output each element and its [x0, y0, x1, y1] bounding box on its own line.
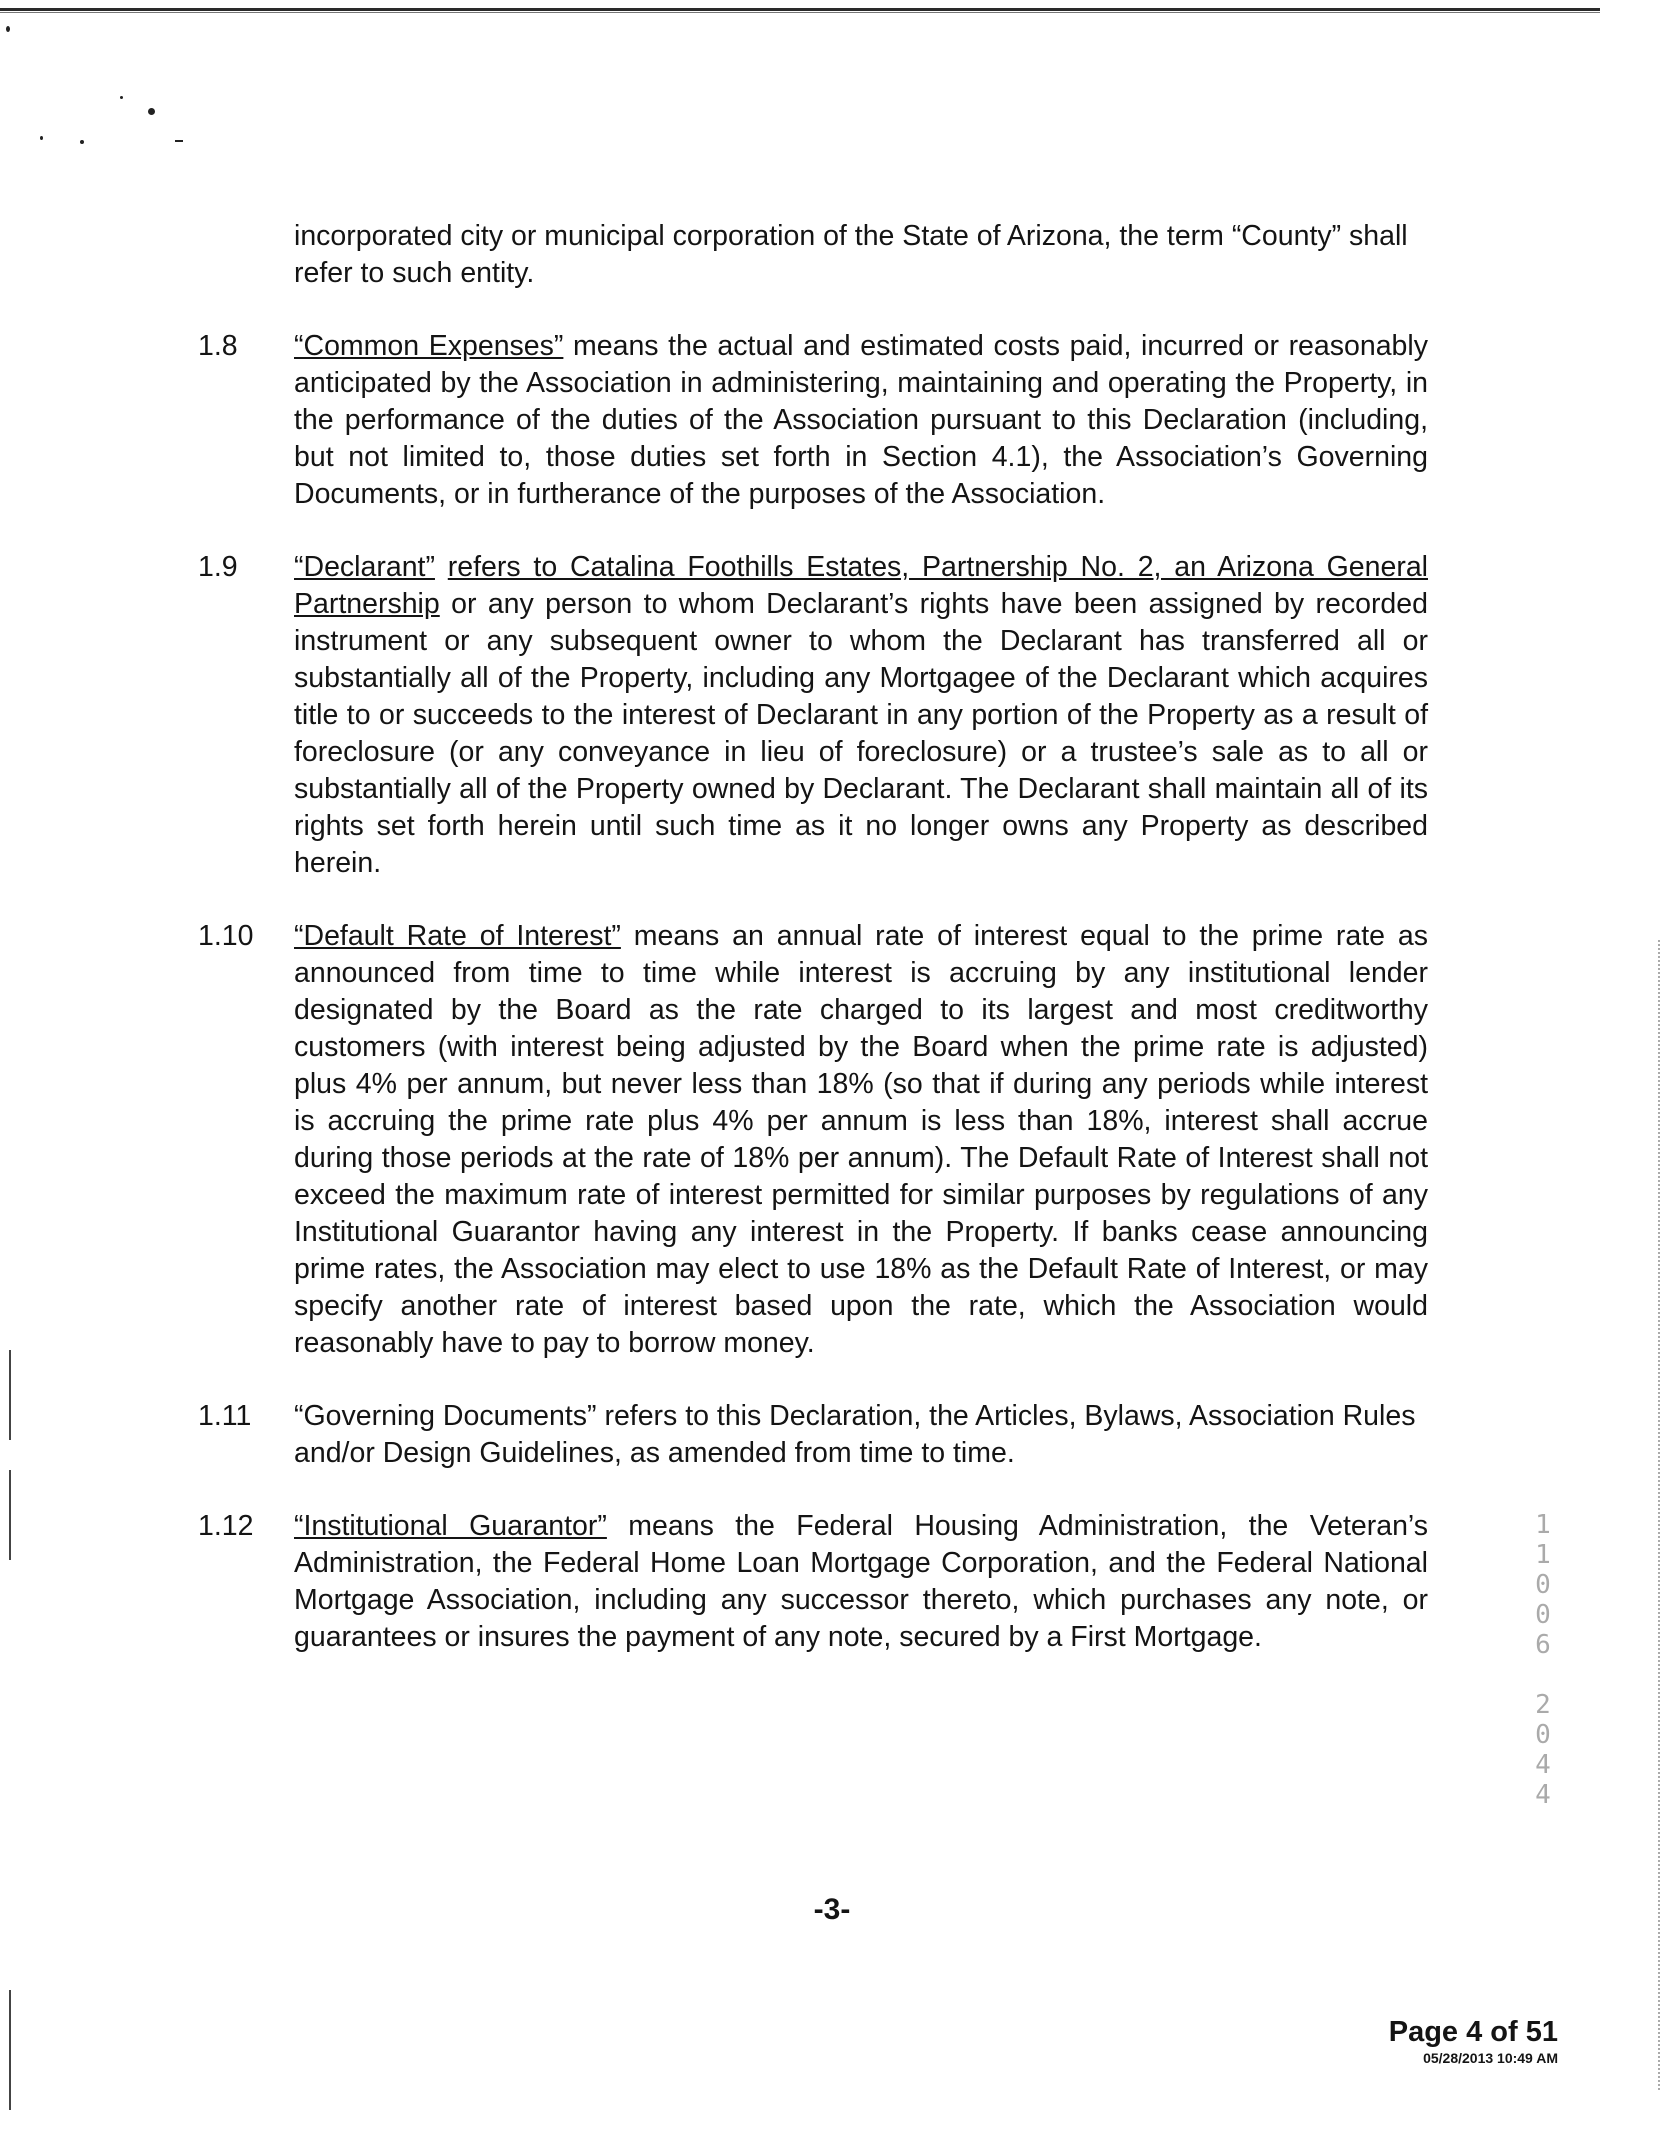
- declarant-name: refers to Catalina Foothills Estates, Partnership No. 2, an Arizona General Partnership: [294, 551, 1428, 620]
- stamp-page-count: Page 4 of 51: [1388, 2016, 1558, 2048]
- defined-term: “Default Rate of Interest”: [294, 920, 621, 952]
- scan-speck: [6, 26, 10, 32]
- defined-term: “Common Expenses”: [294, 330, 564, 362]
- stamp-datetime: 05/28/2013 10:49 AM: [1423, 2050, 1558, 2066]
- section-number: 1.9: [198, 551, 238, 583]
- section-1-8: [198, 328, 1428, 513]
- scan-edge-line: [9, 1470, 11, 1560]
- scan-speck: [120, 96, 123, 99]
- scan-speck: [175, 140, 183, 142]
- scan-speck: [40, 136, 43, 140]
- section-1-11: [198, 1398, 1428, 1472]
- section-number: 1.11: [198, 1400, 252, 1432]
- carryover-paragraph: incorporated city or municipal corporation of the State of Arizona, the term “County” shall refer to such entity.: [294, 220, 1408, 289]
- section-number: 1.10: [198, 920, 254, 952]
- scan-edge-line: [9, 1350, 11, 1440]
- section-1-12: [198, 1508, 1428, 1656]
- defined-term: “Declarant”: [294, 551, 435, 583]
- document-body: [198, 218, 1428, 1656]
- scan-edge-line: [9, 1990, 11, 2110]
- section-text: “Institutional Guarantor” means the Federal Housing Administration, the Veteran’s Administration, the Federal Home Loan Mortgage Corporation, and the Federal National Mortgage Association, including any successor thereto, which purchases any note, or guarantees or insures the payment of any note, secured by a First Mortgage.: [294, 1510, 1429, 1653]
- section-text: “Governing Documents” refers to this Declaration, the Articles, Bylaws, Association Rules and/or Design Guidelines, as amended from time to time.: [294, 1400, 1416, 1469]
- defined-term: “Institutional Guarantor”: [294, 1510, 607, 1542]
- section-number: 1.12: [198, 1510, 254, 1542]
- section-text: “Default Rate of Interest” means an annual rate of interest equal to the prime rate as announced from time to time while interest is accruing by any institutional lender designated by the Board as the rate charged to its largest and most creditworthy customers (with interest being adjusted by the Board when the prime rate is adjusted) plus 4% per annum, but never less than 18% (so that if during any periods while interest is accruing the prime rate plus 4% per annum is less than 18%, interest shall accrue during those periods at the rate of 18% per annum). The Default Rate of Interest shall not exceed the maximum rate of interest permitted for similar purposes by regulations of any Institutional Guarantor having any interest in the Property. If banks cease announcing prime rates, the Association may elect to use 18% as the Default Rate of Interest, or may specify another rate of interest based upon the rate, which the Association would reasonably have to pay to borrow money.: [294, 920, 1428, 1359]
- top-scan-rule-thin: [0, 12, 1600, 13]
- section-text: “Declarant” refers to Catalina Foothills Estates, Partnership No. 2, an Arizona General Partnership or any person to whom Declarant’s rights have been assigned by recorded instrument or any subsequent owner to whom the Declarant has transferred all or substantially all of the Property, including any Mortgagee of the Declarant which acquires title to or succeeds to the interest of Declarant in any portion of the Property as a result of foreclosure (or any conveyance in lieu of foreclosure) or a trustee’s sale as to all or substantially all of the Property owned by Declarant. The Declarant shall maintain all of its rights set forth herein until such time as it no longer owns any Property as described herein.: [294, 551, 1428, 879]
- page-number: -3-: [813, 1893, 851, 1926]
- docket-number-vertical: 1 1 0 0 6 2 0 4 4: [1535, 1510, 1551, 1810]
- section-text: “Common Expenses” means the actual and estimated costs paid, incurred or reasonably anticipated by the Association in administering, maintaining and operating the Property, in the performance of the duties of the Association pursuant to this Declaration (including, but not limited to, those duties set forth in Section 4.1), the Association’s Governing Documents, or in furtherance of the purposes of the Association.: [294, 330, 1428, 510]
- section-1-10: [198, 918, 1428, 1362]
- recording-stamp: [1389, 2016, 1558, 2066]
- section-number: 1.8: [198, 330, 238, 362]
- scan-speck: [148, 108, 155, 115]
- top-scan-rule: [0, 8, 1600, 11]
- section-1-9: [198, 549, 1428, 882]
- scan-speck: [80, 140, 84, 144]
